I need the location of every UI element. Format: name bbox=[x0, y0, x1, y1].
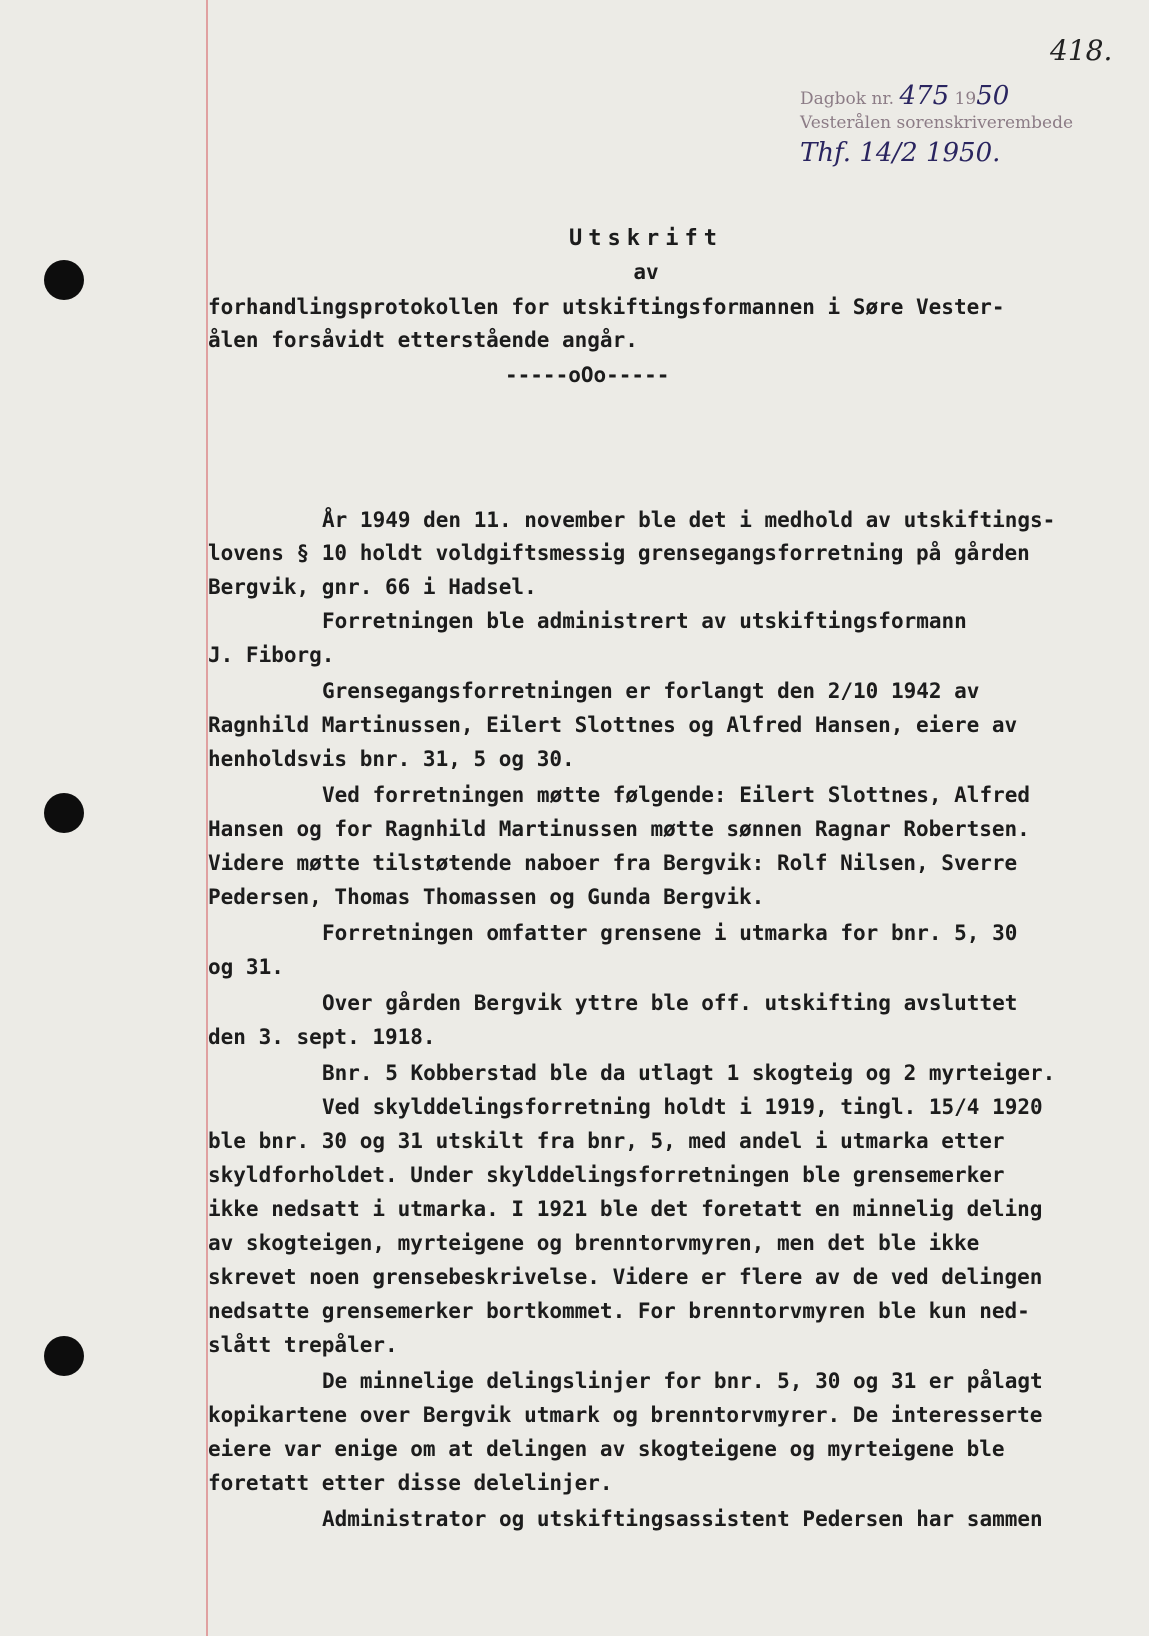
text-line: Bnr. 5 Kobberstad ble da utlagt 1 skogteig og 2 myrteiger. bbox=[322, 1061, 1056, 1085]
text-line: Forretningen ble administrert av utskiftingsformann bbox=[322, 609, 967, 633]
text-line: Hansen og for Ragnhild Martinussen møtte sønnen Ragnar Robertsen. bbox=[208, 817, 1030, 841]
text-line: Ragnhild Martinussen, Eilert Slottnes og Alfred Hansen, eiere av bbox=[208, 713, 1018, 737]
text-line: År 1949 den 11. november ble det i medhold av utskiftings- bbox=[322, 508, 1056, 532]
registry-stamp bbox=[800, 81, 1100, 168]
text-line: Over gården Bergvik yttre ble off. utskifting avsluttet bbox=[322, 991, 1018, 1015]
text-line: skyldforholdet. Under skylddelingsforretningen ble grensemerker bbox=[208, 1163, 1005, 1187]
text-line: av skogteigen, myrteigene og brenntorvmyren, men det ble ikke bbox=[208, 1231, 980, 1255]
stamp-date: Thf. 14/2 1950. bbox=[800, 138, 1001, 168]
stamp-year-prefix: 19 bbox=[954, 89, 977, 109]
text-line: Administrator og utskiftingsassistent Pedersen har sammen bbox=[322, 1507, 1043, 1531]
punch-hole-icon bbox=[44, 793, 84, 833]
text-line: Bergvik, gnr. 66 i Hadsel. bbox=[208, 575, 537, 599]
stamp-year: 50 bbox=[976, 81, 1010, 111]
separator: -----oOo----- bbox=[505, 363, 670, 387]
text-line: Ved forretningen møtte følgende: Eilert Slottnes, Alfred bbox=[322, 783, 1031, 807]
text-line: slått trepåler. bbox=[208, 1333, 398, 1357]
text-line: ikke nedsatt i utmarka. I 1921 ble det foretatt en minnelig deling bbox=[208, 1197, 1043, 1221]
text-line: Ved skylddelingsforretning holdt i 1919, tingl. 15/4 1920 bbox=[322, 1095, 1043, 1119]
document-title: Utskrift bbox=[569, 226, 723, 251]
text-line: Forretningen omfatter grensene i utmarka for bnr. 5, 30 bbox=[322, 921, 1018, 945]
text-line: eiere var enige om at delingen av skogteigene og myrteigene ble bbox=[208, 1437, 1005, 1461]
text-line: kopikartene over Bergvik utmark og brenntorvmyrer. De interesserte bbox=[208, 1403, 1043, 1427]
stamp-line-1 bbox=[800, 81, 1100, 111]
text-line: Videre møtte tilstøtende naboer fra Bergvik: Rolf Nilsen, Sverre bbox=[208, 851, 1018, 875]
text-line: Pedersen, Thomas Thomassen og Gunda Bergvik. bbox=[208, 885, 765, 909]
stamp-number: 475 bbox=[899, 81, 950, 111]
text-line: den 3. sept. 1918. bbox=[208, 1025, 436, 1049]
text-line: nedsatte grensemerker bortkommet. For brenntorvmyren ble kun ned- bbox=[208, 1299, 1030, 1323]
text-line: De minnelige delingslinjer for bnr. 5, 30 og 31 er pålagt bbox=[322, 1369, 1043, 1393]
document-subtitle: av bbox=[633, 260, 659, 284]
text-line: henholdsvis bnr. 31, 5 og 30. bbox=[208, 747, 575, 771]
text-line: forhandlingsprotokollen for utskiftingsformannen i Søre Vester- bbox=[208, 295, 1005, 319]
text-line: og 31. bbox=[208, 955, 284, 979]
page-number: 418. bbox=[1050, 34, 1113, 67]
punch-hole-icon bbox=[44, 260, 84, 300]
text-line: Grensegangsforretningen er forlangt den 2/10 1942 av bbox=[322, 679, 980, 703]
stamp-label: Dagbok nr. bbox=[800, 89, 895, 109]
text-line: skrevet noen grensebeskrivelse. Videre er flere av de ved delingen bbox=[208, 1265, 1043, 1289]
text-line: ålen forsåvidt etterstående angår. bbox=[208, 328, 638, 352]
stamp-line-2: Vesterålen sorenskriverembede bbox=[800, 113, 1074, 133]
punch-hole-icon bbox=[44, 1336, 84, 1376]
text-line: J. Fiborg. bbox=[208, 643, 335, 667]
text-line: foretatt etter disse delelinjer. bbox=[208, 1471, 613, 1495]
text-line: ble bnr. 30 og 31 utskilt fra bnr, 5, med andel i utmarka etter bbox=[208, 1129, 1005, 1153]
text-line: lovens § 10 holdt voldgiftsmessig grensegangsforretning på gården bbox=[208, 541, 1030, 565]
